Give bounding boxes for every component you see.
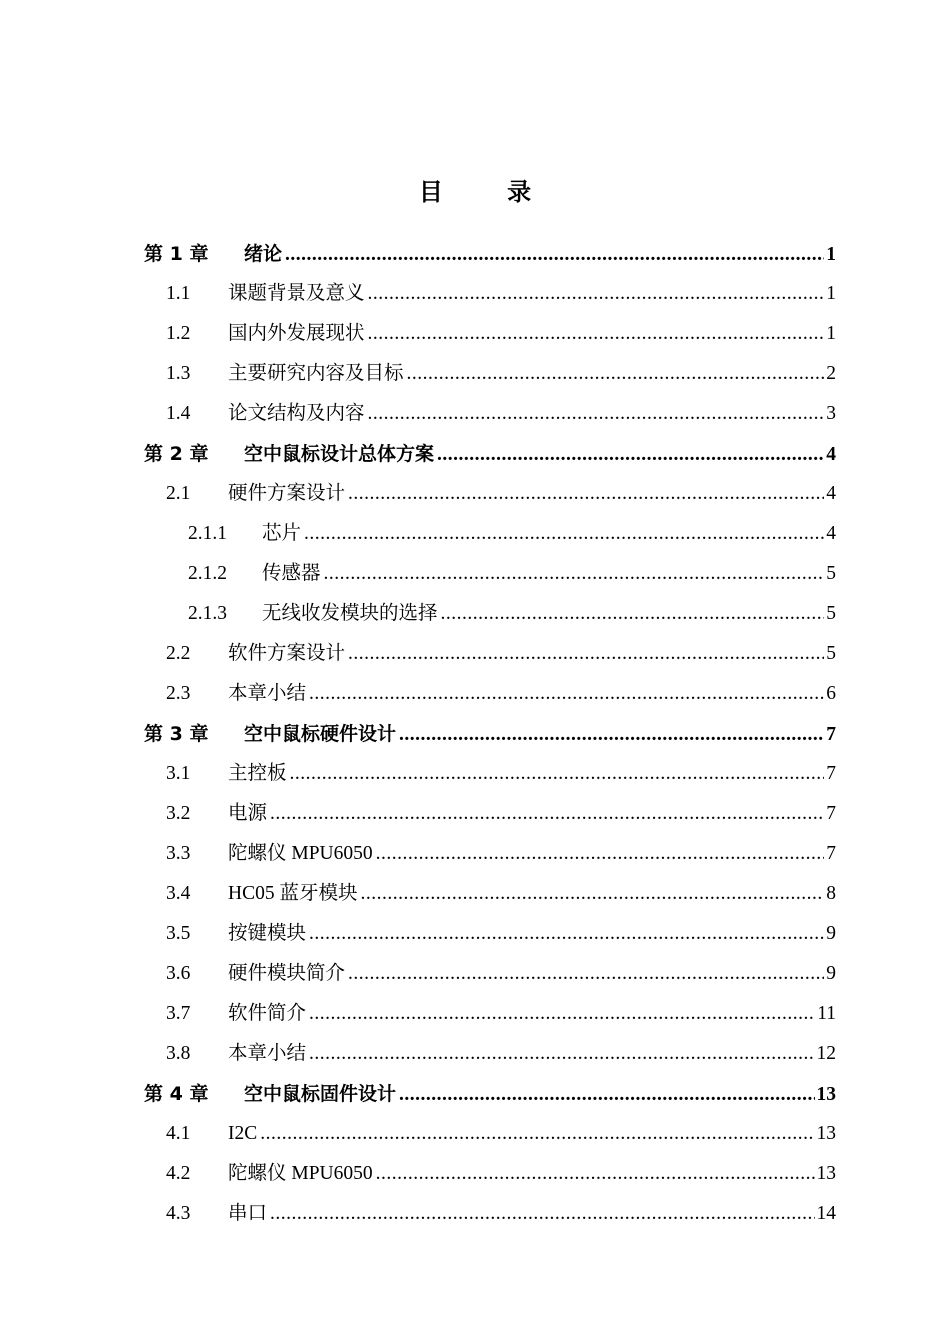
entry-leader-line	[228, 314, 836, 354]
entry-page-number: 4	[826, 444, 836, 465]
entry-title: 电源	[228, 803, 268, 824]
entry-number: 2.2	[166, 643, 191, 664]
dot-leader	[309, 1034, 814, 1074]
entry-page-number: 1	[826, 244, 836, 265]
entry-leader-line	[228, 394, 836, 434]
dot-leader	[290, 754, 825, 794]
dot-leader	[437, 435, 824, 475]
dot-leader	[309, 994, 815, 1034]
toc-section-entry[interactable]	[0, 1194, 950, 1234]
dot-leader	[368, 314, 825, 354]
entry-leader-line	[228, 1114, 836, 1154]
entry-title: 按键模块	[228, 923, 307, 944]
entry-number: 2.1	[166, 483, 191, 504]
entry-leader-line	[262, 514, 836, 554]
entry-leader-line	[228, 674, 836, 714]
entry-leader-line	[228, 834, 836, 874]
toc-title: 目 录	[418, 178, 560, 206]
entry-number: 1.4	[166, 403, 191, 424]
entry-page-number: 7	[826, 763, 836, 784]
entry-number: 3.3	[166, 843, 191, 864]
dot-leader	[441, 594, 825, 634]
entry-page-number: 5	[826, 563, 836, 584]
entry-page-number: 14	[816, 1203, 836, 1224]
dot-leader	[309, 674, 824, 714]
toc-section-entry[interactable]	[0, 514, 950, 554]
toc-section-entry[interactable]	[0, 914, 950, 954]
entry-leader-line	[244, 714, 836, 755]
entry-page-number: 13	[816, 1123, 836, 1144]
entry-title: 无线收发模块的选择	[262, 603, 438, 624]
entry-page-number: 9	[826, 923, 836, 944]
entry-title: 本章小结	[228, 1043, 307, 1064]
toc-section-entry[interactable]	[0, 674, 950, 714]
dot-leader	[348, 474, 824, 514]
entry-page-number: 8	[826, 883, 836, 904]
dot-leader	[376, 1154, 815, 1194]
entry-leader-line	[228, 914, 836, 954]
entry-page-number: 13	[816, 1163, 836, 1184]
toc-chapter-entry[interactable]	[0, 234, 950, 274]
toc-section-entry[interactable]	[0, 1034, 950, 1074]
toc-list	[0, 234, 950, 1234]
toc-chapter-entry[interactable]	[0, 434, 950, 474]
entry-number: 第 3 章	[144, 723, 209, 745]
toc-section-entry[interactable]	[0, 314, 950, 354]
entry-leader-line	[228, 794, 836, 834]
entry-leader-line	[228, 274, 836, 314]
entry-number: 4.3	[166, 1203, 191, 1224]
entry-number: 3.5	[166, 923, 191, 944]
entry-page-number: 4	[826, 523, 836, 544]
dot-leader	[399, 715, 824, 755]
toc-chapter-entry[interactable]	[0, 714, 950, 754]
entry-title: 串口	[228, 1203, 268, 1224]
entry-page-number: 1	[826, 323, 836, 344]
dot-leader	[324, 554, 825, 594]
dot-leader	[270, 1194, 814, 1234]
entry-leader-line	[244, 1074, 836, 1115]
toc-section-entry[interactable]	[0, 954, 950, 994]
entry-number: 4.2	[166, 1163, 191, 1184]
entry-title: 主要研究内容及目标	[228, 363, 404, 384]
toc-section-entry[interactable]	[0, 354, 950, 394]
entry-page-number: 7	[826, 724, 836, 745]
entry-title: 空中鼠标设计总体方案	[244, 443, 435, 465]
entry-leader-line	[244, 234, 836, 275]
entry-title: 芯片	[262, 523, 302, 544]
toc-section-entry[interactable]	[0, 1154, 950, 1194]
entry-leader-line	[228, 994, 836, 1034]
toc-section-entry[interactable]	[0, 1114, 950, 1154]
entry-title: 软件方案设计	[228, 643, 346, 664]
entry-title: 空中鼠标固件设计	[244, 1083, 397, 1105]
entry-title: 国内外发展现状	[228, 323, 365, 344]
entry-page-number: 9	[826, 963, 836, 984]
dot-leader	[304, 514, 824, 554]
entry-title: 陀螺仪 MPU6050	[228, 1163, 373, 1184]
entry-leader-line	[228, 1154, 836, 1194]
entry-leader-line	[228, 474, 836, 514]
entry-number: 3.4	[166, 883, 191, 904]
entry-number: 3.7	[166, 1003, 191, 1024]
toc-section-entry[interactable]	[0, 794, 950, 834]
entry-page-number: 13	[816, 1084, 836, 1105]
toc-section-entry[interactable]	[0, 834, 950, 874]
entry-title: 硬件方案设计	[228, 483, 346, 504]
entry-leader-line	[228, 754, 836, 794]
entry-title: 传感器	[262, 563, 321, 584]
entry-number: 第 2 章	[144, 443, 209, 465]
entry-number: 3.8	[166, 1043, 191, 1064]
toc-chapter-entry[interactable]	[0, 1074, 950, 1114]
entry-page-number: 5	[826, 603, 836, 624]
dot-leader	[376, 834, 825, 874]
dot-leader	[348, 954, 824, 994]
entry-page-number: 1	[826, 283, 836, 304]
entry-page-number: 7	[826, 803, 836, 824]
entry-number: 1.1	[166, 283, 191, 304]
entry-page-number: 4	[826, 483, 836, 504]
toc-section-entry[interactable]	[0, 634, 950, 674]
entry-leader-line	[228, 874, 836, 914]
toc-section-entry[interactable]	[0, 554, 950, 594]
entry-number: 第 1 章	[144, 243, 209, 265]
entry-title: 绪论	[244, 243, 283, 265]
dot-leader	[368, 274, 825, 314]
dot-leader	[260, 1114, 814, 1154]
entry-number: 1.3	[166, 363, 191, 384]
toc-section-entry[interactable]	[0, 594, 950, 634]
entry-number: 3.2	[166, 803, 191, 824]
toc-section-entry[interactable]	[0, 474, 950, 514]
entry-number: 1.2	[166, 323, 191, 344]
entry-page-number: 11	[817, 1003, 836, 1024]
toc-section-entry[interactable]	[0, 394, 950, 434]
entry-title: 软件简介	[228, 1003, 307, 1024]
entry-leader-line	[262, 594, 836, 634]
entry-leader-line	[262, 554, 836, 594]
entry-leader-line	[244, 434, 836, 475]
entry-title: HC05 蓝牙模块	[228, 883, 358, 904]
toc-section-entry[interactable]	[0, 994, 950, 1034]
entry-number: 3.1	[166, 763, 191, 784]
entry-title: I2C	[228, 1123, 258, 1144]
entry-leader-line	[228, 634, 836, 674]
entry-page-number: 12	[816, 1043, 836, 1064]
entry-page-number: 2	[826, 363, 836, 384]
dot-leader	[348, 634, 824, 674]
toc-section-entry[interactable]	[0, 274, 950, 314]
toc-section-entry[interactable]	[0, 874, 950, 914]
dot-leader	[360, 874, 824, 914]
entry-number: 第 4 章	[144, 1083, 209, 1105]
toc-section-entry[interactable]	[0, 754, 950, 794]
entry-number: 2.1.2	[188, 563, 227, 584]
entry-title: 空中鼠标硬件设计	[244, 723, 397, 745]
entry-page-number: 3	[826, 403, 836, 424]
dot-leader	[407, 354, 825, 394]
entry-leader-line	[228, 954, 836, 994]
entry-number: 4.1	[166, 1123, 191, 1144]
dot-leader	[285, 235, 824, 275]
entry-number: 3.6	[166, 963, 191, 984]
entry-leader-line	[228, 1034, 836, 1074]
entry-title: 本章小结	[228, 683, 307, 704]
entry-page-number: 5	[826, 643, 836, 664]
dot-leader	[309, 914, 824, 954]
dot-leader	[270, 794, 824, 834]
entry-leader-line	[228, 1194, 836, 1234]
entry-leader-line	[228, 354, 836, 394]
entry-number: 2.1.1	[188, 523, 227, 544]
dot-leader	[399, 1075, 814, 1115]
entry-title: 陀螺仪 MPU6050	[228, 843, 373, 864]
dot-leader	[368, 394, 825, 434]
entry-number: 2.1.3	[188, 603, 227, 624]
entry-page-number: 7	[826, 843, 836, 864]
entry-title: 论文结构及内容	[228, 403, 365, 424]
entry-title: 课题背景及意义	[228, 283, 365, 304]
entry-page-number: 6	[826, 683, 836, 704]
entry-title: 硬件模块简介	[228, 963, 346, 984]
entry-title: 主控板	[228, 763, 287, 784]
entry-number: 2.3	[166, 683, 191, 704]
